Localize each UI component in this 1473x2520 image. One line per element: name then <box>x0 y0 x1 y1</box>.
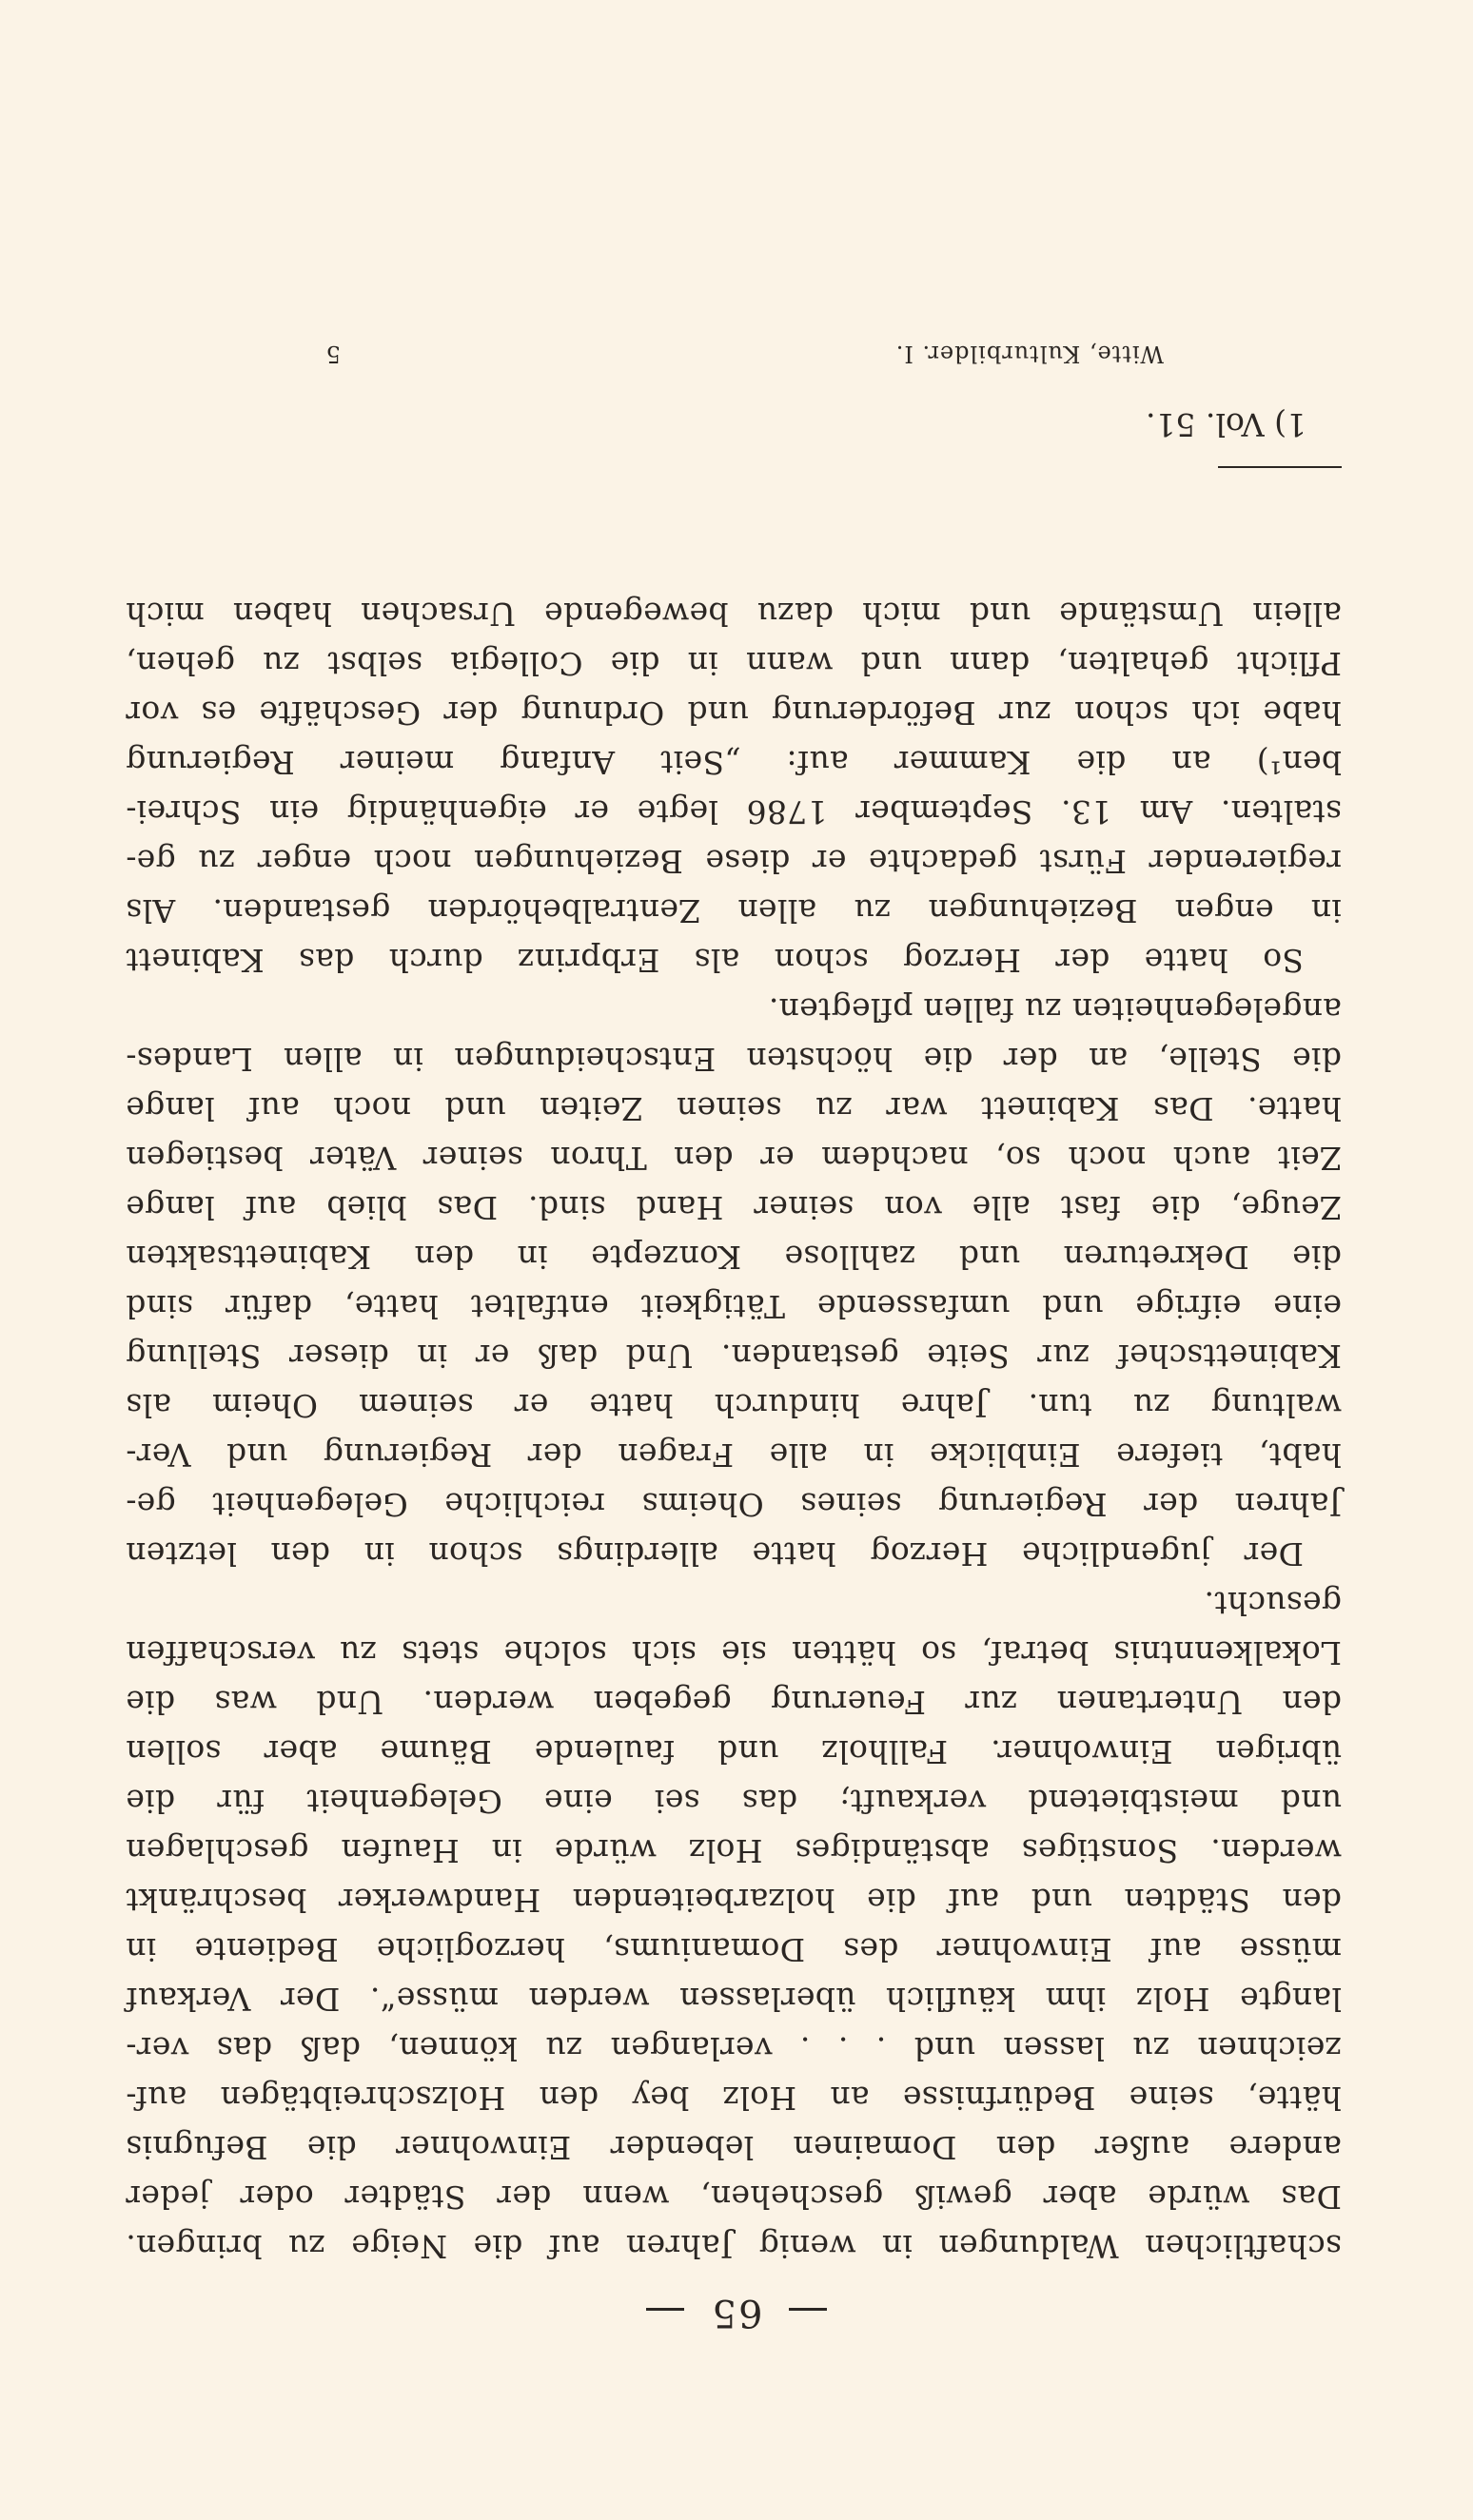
text-line: waltung zu tun. Jahre hindurch hatte er seinem Oheim als <box>126 1387 1342 1424</box>
text-line: die Dekreturen und zahllose Konzepte in den Kabinettsakten <box>126 1239 1342 1276</box>
footnote-rule <box>1218 466 1342 468</box>
text-line: Zeit auch noch so, nachdem er den Thron seiner Väter bestiegen <box>126 1140 1342 1177</box>
left-dash <box>789 2309 827 2312</box>
body-text <box>126 589 1342 2271</box>
text-line: in engen Beziehungen zu allen Zentralbehörden gestanden. Als <box>126 892 1342 929</box>
text-line: zeichnen zu lassen und . . . verlangen zu können, daß das ver- <box>126 2030 1342 2067</box>
text-line: Zeuge, die fast alle von seiner Hand sind. Das blieb auf lange <box>126 1189 1342 1226</box>
text-line: hätte, seine Bedürfnisse an Holz bey den Holzschreibtägen auf- <box>126 2080 1342 2117</box>
text-line: den Städten und auf die holzarbeitenden Handwerker beschränkt <box>126 1882 1342 1919</box>
text-line: gesucht. <box>1204 1585 1342 1622</box>
sheet-number: 5 <box>325 341 341 367</box>
text-line: langte Holz ihm käuflich überlassen werden müsse“. Der Verkauf <box>126 1981 1342 2018</box>
text-line: Das würde aber gewiß geschehen, wenn der Städter oder jeder <box>126 2178 1342 2216</box>
text-line: Der jugendliche Herzog hatte allerdings schon in den letzten <box>126 1535 1304 1573</box>
text-line: regierender Fürst gedachte er diese Beziehungen noch enger zu ge- <box>126 843 1342 880</box>
text-line: werden. Sonstiges abständiges Holz würde in Haufen geschlagen <box>126 1832 1342 1869</box>
text-line: allein Umstände und mich dazu bewegende Ursachen haben mich <box>126 596 1342 633</box>
text-line: habt, tiefere Einblicke in alle Fragen der Regierung und Ver- <box>126 1436 1342 1474</box>
text-line: schaftlichen Waldungen in wenig Jahren auf die Neige zu bringen. <box>126 2228 1342 2265</box>
text-line: andere außer den Domainen lebender Einwohner die Befugnis <box>126 2129 1342 2166</box>
text-line: den Untertanen zur Feuerung gegeben werden. Und was die <box>126 1684 1342 1721</box>
text-line: müsse auf Einwohner des Domaniums, herzogliche Bediente in <box>126 1931 1342 1968</box>
text-line: So hatte der Herzog schon als Erbprinz durch das Kabinett <box>126 942 1304 979</box>
sheet-signature: Witte, Kulturbilder. I. <box>894 341 1164 367</box>
text-line: angelegenheiten zu fallen pflegten. <box>768 991 1342 1028</box>
text-line: eine eifrige und umfassende Tätigkeit entfaltet hatte, dafür sind <box>126 1288 1342 1325</box>
text-line: ben¹) an die Kammer auf: „Seit Anfang meiner Regierung <box>126 744 1342 781</box>
text-line: stalten. Am 13. September 1786 legte er eigenhändig ein Schrei- <box>126 793 1342 830</box>
text-line: Jahren der Regierung seines Oheims reichliche Gelegenheit ge- <box>126 1486 1342 1523</box>
text-line: hatte. Das Kabinett war zu seinen Zeiten und noch auf lange <box>126 1090 1342 1127</box>
text-line: habe ich schon zur Beförderung und Ordnung der Geschäfte es vor <box>126 694 1342 732</box>
text-line: Lokalkenntnis betraf, so hätten sie sich solche stets zu verschaffen <box>126 1634 1342 1671</box>
right-dash <box>646 2309 684 2312</box>
footnote: 1) Vol. 51. <box>1145 406 1306 443</box>
text-line: Pflicht gehalten, dann und wann in die Collegia selbst zu gehen, <box>126 645 1342 682</box>
text-line: übrigen Einwohner. Fallholz und faulende Bäume aber sollen <box>126 1733 1342 1770</box>
text-line: und meistbietend verkauft; das sei eine Gelegenheit für die <box>126 1783 1342 1820</box>
text-line: die Stelle, an der die höchsten Entscheidungen in allen Landes- <box>126 1041 1342 1078</box>
text-line: Kabinettschef zur Seite gestanden. Und daß er in dieser Stellung <box>126 1338 1342 1375</box>
page-number: 65 <box>710 2291 763 2334</box>
page-number-header <box>0 2291 1473 2334</box>
